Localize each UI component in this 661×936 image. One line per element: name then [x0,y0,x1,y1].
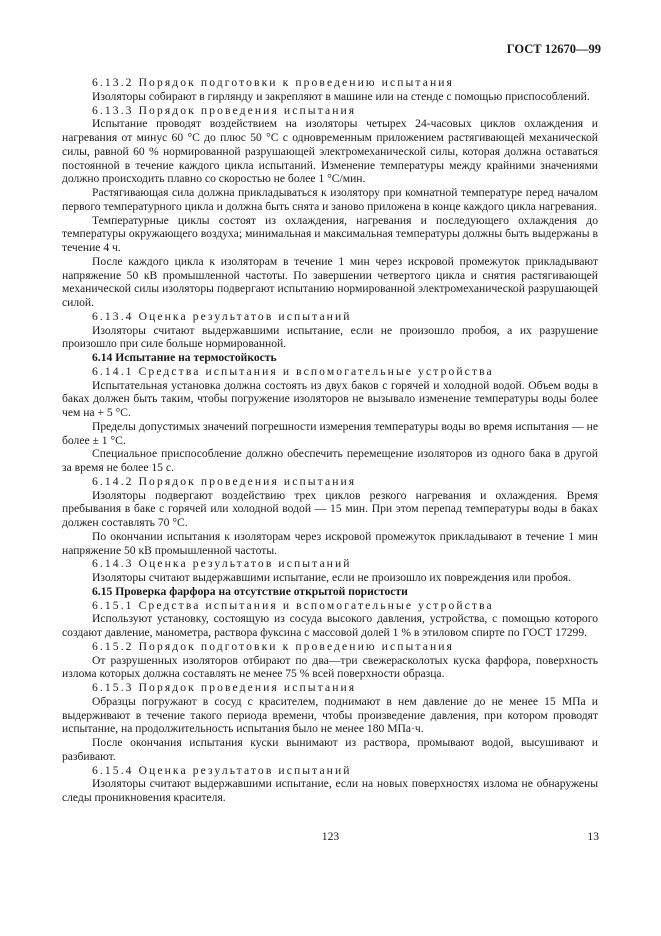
paragraph: Образцы погружают в сосуд с красителем, поднимают в нем давление до не менее 15 МПа и выдерживают в течение такого периода времени, чтобы произведение давления, при котором проводят испытание, на продолжительность испытания было не менее 180 МПа·ч. [62,694,598,736]
paragraph: От разрушенных изоляторов отбирают по два—три свежерасколотых куска фарфора, поверхность излома которых должна составлять не менее 75 % всей поверхности образца. [62,653,598,681]
paragraph: Используют установку, состоящую из сосуда высокого давления, устройства, с помощью которого создают давление, манометра, раствора фуксина с массовой долей 1 % в этиловом спирте по ГОСТ 17299. [62,612,598,639]
section-heading: 6.14 Испытание на термостойкость [92,351,277,364]
subsection-heading: 6.15.4 Оценка результатов испытаний [92,763,352,777]
document-body [62,76,598,805]
paragraph: Растягивающая сила должна прикладываться к изолятору при комнатной температуре перед началом первого температурного цикла и должна быть снята и заново приложена в конце каждого цикла нагревания. [62,186,598,213]
subsection-heading: 6.15.3 Порядок проведения испытания [92,681,357,694]
paragraph: После каждого цикла к изоляторам в течение 1 мин через искровой промежуток прикладывают напряжение 50 кВ промышленной частоты. По завершении четвертого цикла и снятия растягивающей механической силы изоляторы подвергают испытанию нормированной электромеханической разрушающей силой. [62,254,598,309]
paragraph: Изоляторы считают выдержавшими испытание, если не произошло их повреждения или пробоя. [92,571,572,584]
paragraph: Изоляторы собирают в гирлянду и закрепляют в машине или на стенде с помощью приспособлений. [92,89,590,103]
paragraph: После окончания испытания куски вынимают из раствора, промывают водой, высушивают и разбивают. [62,736,598,763]
paragraph: Температурные циклы состоят из охлаждения, нагревания и последующего охлаждения до температуры окружающего воздуха; минимальная и максимальная температуры должны быть выдержаны в течение 4 ч. [62,213,598,254]
subsection-heading: 6.14.1 Средства испытания и вспомогательные устройства [92,364,494,378]
subsection-heading: 6.13.4 Оценка результатов испытаний [92,309,352,323]
subsection-heading: 6.15.1 Средства испытания и вспомогательные устройства [92,598,494,612]
section-heading: 6.15 Проверка фарфора на отсутствие открытой пористости [92,584,408,598]
paragraph: Пределы допустимых значений погрешности измерения температуры воды во время испытания — не более ± 1 °С. [62,419,598,447]
subsection-heading: 6.13.3 Порядок проведения испытания [92,103,357,117]
paragraph: Испытание проводят воздействием на изоляторы четырех 24-часовых циклов охлаждения и нагревания от минус 60 °С до плюс 50 °С с одновременным приложением растягивающей механической силы, равной 60 % нормированной разрушающей электромеханической силы, которая должна оставаться постоянной в течение каждого цикла испытаний. Изменение температуры между крайними значениями должно происходить плавно со скоростью не более 1 °С/мин. [62,117,598,186]
paragraph: Испытательная установка должна состоять из двух баков с горячей и холодной водой. Объем воды в баках должен быть таким, чтобы погружение изоляторов не вызывало изменение температуры воды более чем на + 5 °С. [62,378,598,419]
subsection-heading: 6.15.2 Порядок подготовки к проведению испытания [92,639,454,653]
paragraph: Изоляторы считают выдержавшими испытание, если не произошло пробоя, а их разрушение произошло при силе больше нормированной. [62,323,598,351]
subsection-heading: 6.14.3 Оценка результатов испытаний [92,557,352,571]
paragraph: По окончании испытания к изоляторам через искровой промежуток прикладывают в течение 1 мин напряжение 50 кВ промышленной частоты. [62,529,598,557]
page-number-center: 123 [321,830,340,843]
subsection-heading: 6.14.2 Порядок проведения испытания [92,474,357,488]
paragraph: Изоляторы считают выдержавшими испытание, если на новых поверхностях излома не обнаружены следы проникновения красителя. [62,777,598,804]
document-header: ГОСТ 12670—99 [506,42,601,56]
paragraph: Изоляторы подвергают воздействию трех циклов резкого нагревания и охлаждения. Время пребывания в баке с горячей или холодной водой — 15 мин. При этом перепад температуры воды в баках должен составлять 70 °С. [62,488,598,529]
page-number-right: 13 [587,830,599,843]
paragraph: Специальное приспособление должно обеспечить перемещение изоляторов из одного бака в другой за время не более 15 с. [62,447,598,474]
subsection-heading: 6.13.2 Порядок подготовки к проведению испытания [92,76,454,89]
